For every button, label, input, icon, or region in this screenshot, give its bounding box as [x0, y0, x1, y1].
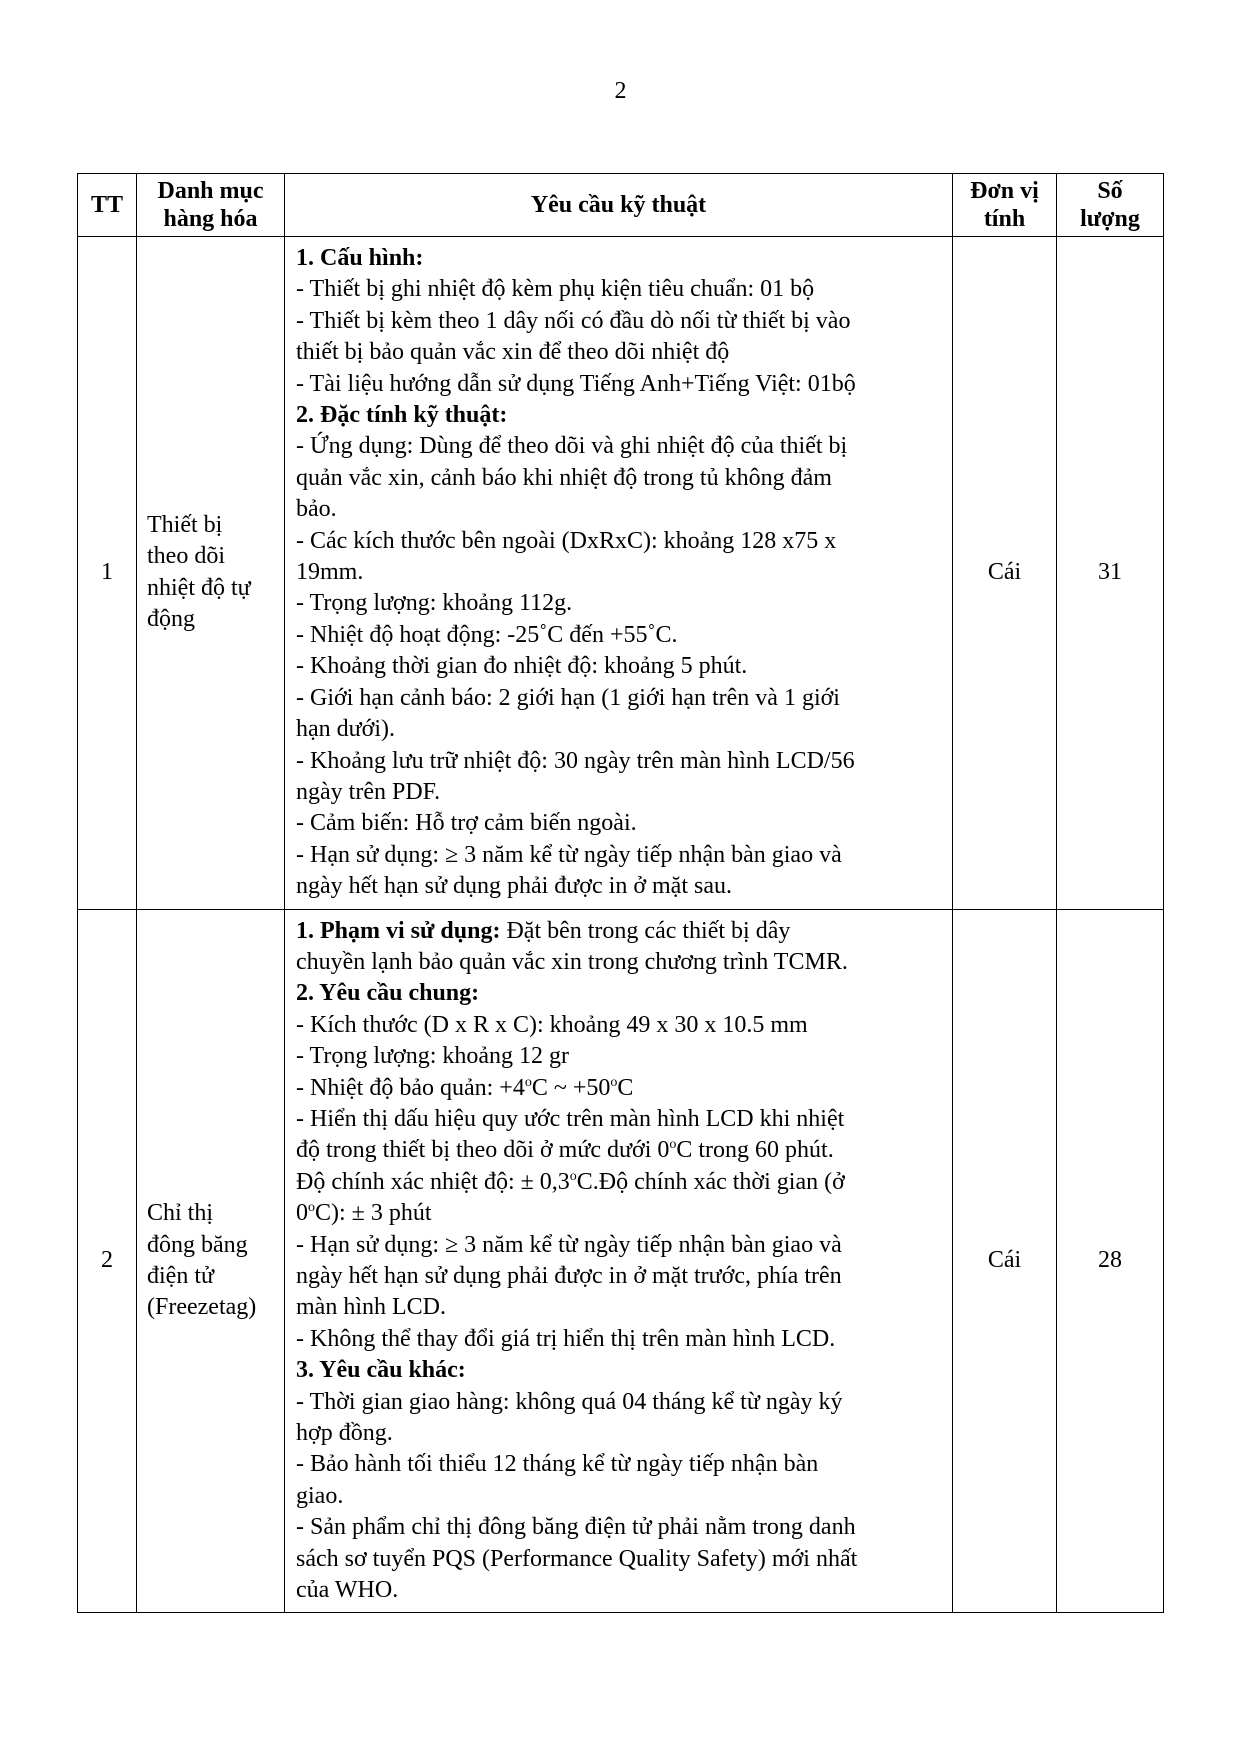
- table-row: [78, 909, 1164, 1613]
- specification-table: [77, 173, 1164, 1613]
- requirement-line: giao.: [296, 1482, 344, 1509]
- requirement-line: quản vắc xin, cảnh báo khi nhiệt độ trong tủ không đảm: [296, 464, 832, 491]
- table-row: [78, 237, 1164, 910]
- requirement-line: thiết bị bảo quản vắc xin để theo dõi nhiệt độ: [296, 339, 730, 366]
- section-heading-line: 2. Yêu cầu chung:: [296, 980, 480, 1007]
- quantity: 28: [1057, 909, 1164, 1613]
- requirement-line: ngày hết hạn sử dụng phải được in ở mặt sau.: [296, 873, 732, 900]
- requirement-line: - Tài liệu hướng dẫn sử dụng Tiếng Anh+Tiếng Việt: 01bộ: [296, 370, 856, 397]
- requirement-line: - Thời gian giao hàng: không quá 04 tháng kể từ ngày ký: [296, 1388, 843, 1415]
- section-heading-line: 1. Cấu hình:: [296, 245, 424, 271]
- header-item-name: Danh mục hàng hóa: [137, 174, 285, 237]
- requirement-line: 19mm.: [296, 559, 364, 586]
- requirement-line: ngày hết hạn sử dụng phải được in ở mặt trước, phía trên: [296, 1263, 842, 1289]
- requirement-line: - Thiết bị ghi nhiệt độ kèm phụ kiện tiêu chuẩn: 01 bộ: [296, 276, 815, 303]
- requirement-line: - Trọng lượng: khoảng 112g.: [296, 590, 573, 617]
- header-unit: Đơn vị tính: [953, 174, 1057, 237]
- requirement-line: bảo.: [296, 496, 337, 523]
- requirement-line: - Kích thước (D x R x C): khoảng 49 x 30 x 10.5 mm: [296, 1011, 808, 1038]
- requirement-line: - Không thể thay đổi giá trị hiển thị trên màn hình LCD.: [296, 1325, 836, 1352]
- technical-requirements: [285, 909, 953, 1613]
- header-technical-requirements: Yêu cầu kỹ thuật: [285, 174, 953, 237]
- requirement-line: - Hạn sử dụng: ≥ 3 năm kể từ ngày tiếp nhận bàn giao và: [296, 841, 842, 868]
- section-heading-line: 3. Yêu cầu khác:: [296, 1357, 466, 1384]
- technical-requirements: [285, 237, 953, 910]
- requirement-line: - Ứng dụng: Dùng để theo dõi và ghi nhiệt độ của thiết bị: [296, 433, 848, 460]
- requirement-line: hạn dưới).: [296, 716, 396, 743]
- requirement-line: - Sản phẩm chỉ thị đông băng điện tử phải nằm trong danh: [296, 1514, 856, 1541]
- requirement-line: - Giới hạn cảnh báo: 2 giới hạn (1 giới hạn trên và 1 giới: [296, 684, 840, 711]
- quantity: 31: [1057, 237, 1164, 910]
- requirement-line: - Nhiệt độ bảo quản: $+4^oC$ ~ $+50^oC$: [296, 1074, 634, 1101]
- requirement-line: hợp đồng.: [296, 1420, 393, 1447]
- header-quantity: Số lượng: [1057, 174, 1164, 237]
- section-heading-line: 2. Đặc tính kỹ thuật:: [296, 402, 508, 429]
- requirement-line: - Hiển thị dấu hiệu quy ước trên màn hình LCD khi nhiệt: [296, 1105, 845, 1132]
- requirement-line: - Bảo hành tối thiểu 12 tháng kể từ ngày tiếp nhận bàn: [296, 1451, 819, 1478]
- header-tt: TT: [78, 174, 137, 237]
- unit: Cái: [953, 909, 1057, 1613]
- requirement-line: của WHO.: [296, 1577, 399, 1604]
- section-heading-line: 1. Phạm vi sử dụng: Đặt bên trong các thiết bị dây: [296, 917, 791, 944]
- requirement-line: - Khoảng lưu trữ nhiệt độ: 30 ngày trên màn hình LCD/56: [296, 747, 855, 774]
- requirement-line: - Khoảng thời gian đo nhiệt độ: khoảng 5 phút.: [296, 653, 748, 680]
- unit: Cái: [953, 237, 1057, 910]
- item-name: Thiết bị theo dõi nhiệt độ tự động: [137, 237, 285, 910]
- requirement-line: Độ chính xác nhiệt độ: ± $0,3^oC.Độ$ chính xác thời gian (ở: [296, 1168, 845, 1195]
- requirement-line: - Trọng lượng: khoảng 12 gr: [296, 1043, 570, 1070]
- page-number: 2: [614, 78, 627, 104]
- requirement-line: $0^oC$): ± 3 phút: [296, 1200, 432, 1227]
- requirement-line: sách sơ tuyển PQS (Performance Quality Safety) mới nhất: [296, 1545, 858, 1572]
- requirement-line: màn hình LCD.: [296, 1294, 446, 1321]
- row-number: 2: [78, 909, 137, 1613]
- requirement-line: - Hạn sử dụng: ≥ 3 năm kể từ ngày tiếp nhận bàn giao và: [296, 1231, 842, 1258]
- requirement-line: ngày trên PDF.: [296, 778, 441, 805]
- row-number: 1: [78, 237, 137, 910]
- requirement-line: độ trong thiết bị theo dõi ở mức dưới 0$^o$C trong 60 phút.: [296, 1137, 834, 1164]
- table-header-row: [78, 174, 1164, 237]
- requirement-line: - Các kích thước bên ngoài (DxRxC): khoảng 128 x75 x: [296, 527, 837, 554]
- item-name: Chỉ thị đông băng điện tử (Freezetag): [137, 909, 285, 1613]
- requirement-line: - Thiết bị kèm theo 1 dây nối có đầu dò nối từ thiết bị vào: [296, 307, 851, 334]
- requirement-line: - Cảm biến: Hỗ trợ cảm biến ngoài.: [296, 810, 637, 837]
- requirement-line: - Nhiệt độ hoạt động: -25˚C đến +55˚C.: [296, 621, 678, 648]
- requirement-line: chuyền lạnh bảo quản vắc xin trong chương trình TCMR.: [296, 948, 848, 975]
